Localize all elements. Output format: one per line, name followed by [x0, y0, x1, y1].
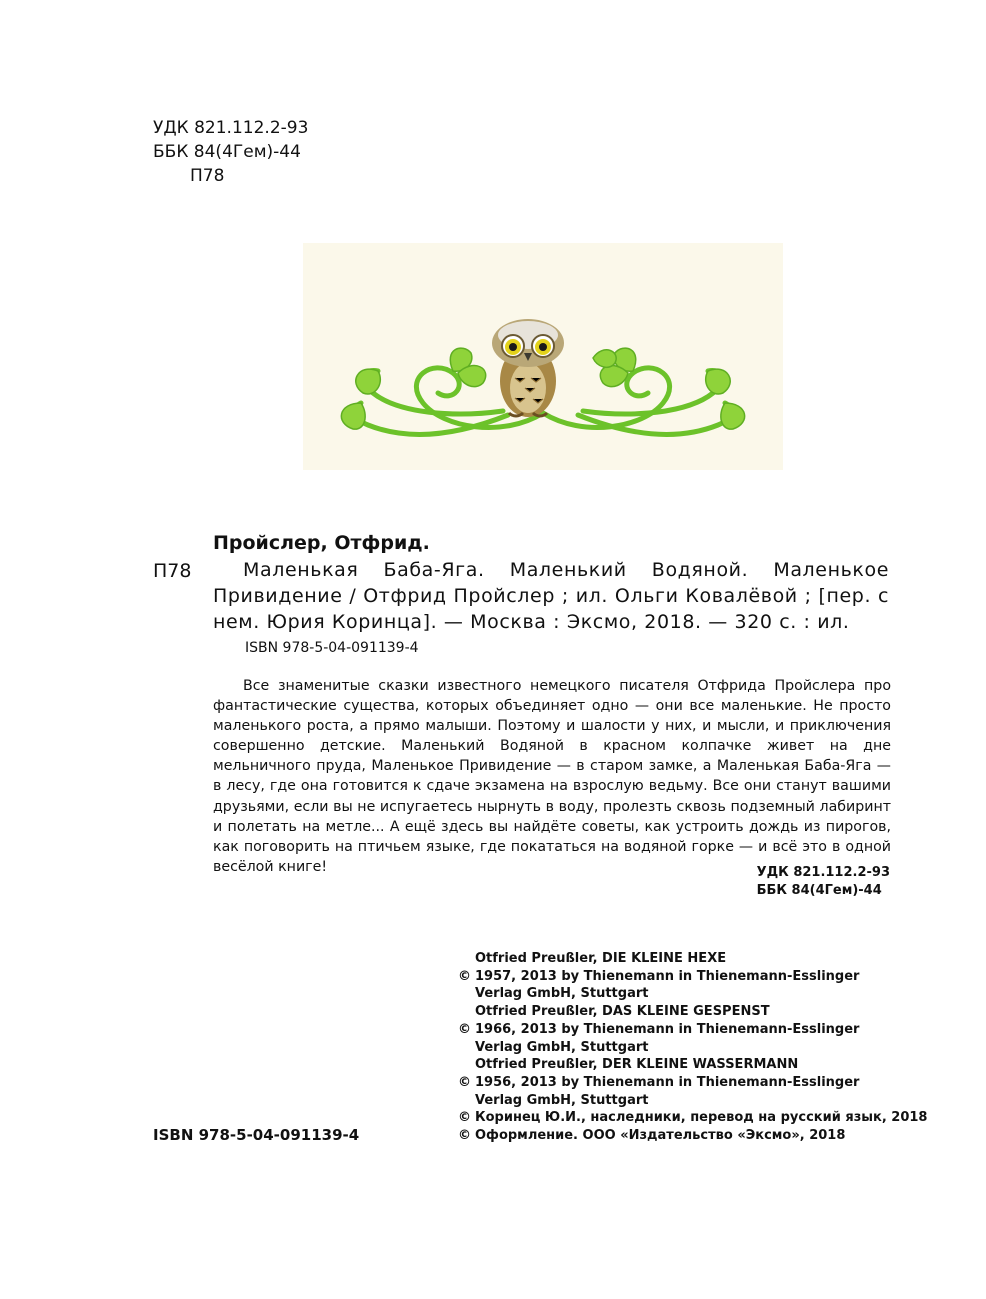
isbn-entry: ISBN 978-5-04-091139-4	[245, 640, 419, 656]
copyright-title-gespenst: Otfried Preußler, DAS KLEINE GESPENST	[475, 1004, 770, 1020]
copyright-translation: Коринец Ю.И., наследники, перевод на русский язык, 2018	[475, 1110, 928, 1126]
copyright-block	[458, 950, 927, 1145]
copyright-symbol: ©	[458, 1128, 471, 1144]
bibliographic-description: Маленькая Баба-Яга. Маленький Водяной. Маленькое Привидение / Отфрид Пройслер ; ил. Ольги Ковалёвой ; [пер. с нем. Юрия Коринца]. — Москва : Эксмо, 2018. — 320 с. : ил.	[213, 559, 889, 633]
copyright-design: Оформление. ООО «Издательство «Эксмо», 2018	[475, 1128, 846, 1144]
owl-vignette	[303, 243, 783, 470]
author-mark: П78	[190, 166, 225, 186]
copyright-title-wassermann: Otfried Preußler, DER KLEINE WASSERMANN	[475, 1057, 799, 1073]
author-name: Пройслер, Отфрид.	[213, 532, 430, 554]
copyright-symbol: ©	[458, 1074, 471, 1090]
owl-on-vine-icon	[303, 243, 783, 470]
copyright-symbol: ©	[458, 1021, 471, 1037]
udk-code-bottom: УДК 821.112.2-93	[756, 865, 890, 880]
isbn-bottom: ISBN 978-5-04-091139-4	[153, 1126, 360, 1144]
annotation-text: Все знаменитые сказки известного немецкого писателя Отфрида Пройслера про фантастические существа, которых объединяет одно — они все маленькие. Не просто маленького роста, а прямо малыши. Поэтому и шалости у них, и мысли, и приключения совершенно детские. Маленький Водяной в красном колпачке живет на дне мельничного пруда, Маленькое Привидение — в старом замке, а Маленькая Баба-Яга — в лесу, где она готовится к сдаче экзамена на взрослую ведьму. Все они станут вашими друзьями, если вы не испугаетесь нырнуть в воду, пролезть сквозь подземный лабиринт и полетать на метле... А ещё здесь вы найдёте советы, как устроить дождь из пирогов, как поговорить на птичьем языке, где покататься на водяной горке — и всё это в одной весёлой книге!	[213, 678, 891, 875]
bbk-code: ББК 84(4Гем)-44	[153, 142, 301, 162]
classification-block	[757, 864, 890, 900]
copyright-symbol: ©	[458, 968, 471, 984]
copyright-line: 1957, 2013 by Thienemann in Thienemann-Esslinger	[475, 968, 860, 984]
catalog-header	[153, 116, 308, 188]
copyright-title-hexe: Otfried Preußler, DIE KLEINE HEXE	[475, 951, 727, 966]
author-mark-left: П78	[153, 560, 192, 582]
udk-code: УДК 821.112.2-93	[153, 118, 309, 138]
copyright-line: Verlag GmbH, Stuttgart	[475, 1039, 649, 1055]
bbk-code-bottom: ББК 84(4Гем)-44	[756, 883, 882, 898]
copyright-line: 1956, 2013 by Thienemann in Thienemann-Esslinger	[475, 1074, 860, 1090]
copyright-symbol: ©	[458, 1110, 471, 1126]
copyright-line: 1966, 2013 by Thienemann in Thienemann-Esslinger	[475, 1021, 860, 1037]
copyright-line: Verlag GmbH, Stuttgart	[475, 1092, 649, 1108]
copyright-line: Verlag GmbH, Stuttgart	[475, 986, 649, 1002]
